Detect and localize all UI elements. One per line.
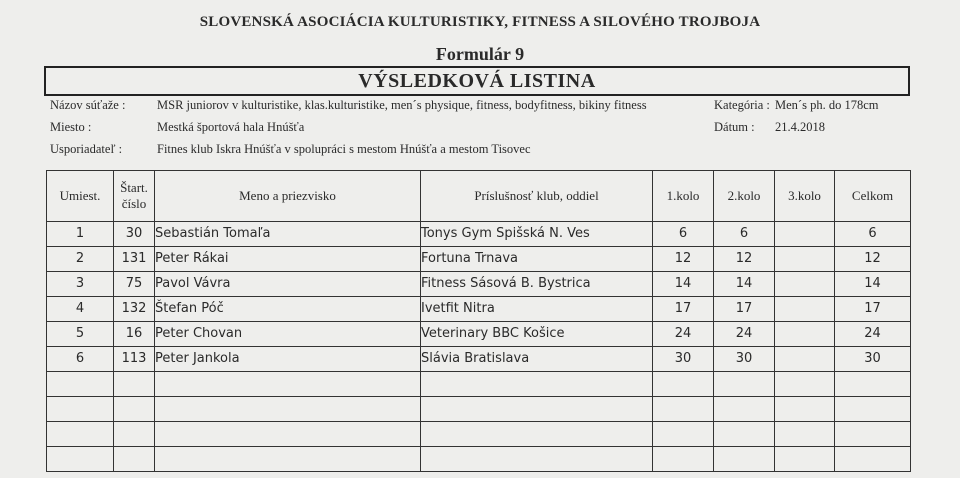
cell-round-1: 6 [653,222,714,247]
cell-round-3 [775,297,835,322]
document-title: VÝSLEDKOVÁ LISTINA [44,66,910,96]
cell-rank: 2 [47,247,114,272]
cell-round-1: 24 [653,322,714,347]
cell-round-3 [775,347,835,372]
cell-round-2: 14 [714,272,775,297]
cell-rank: 6 [47,347,114,372]
table-row [47,322,911,347]
cell-round-2: 24 [714,322,775,347]
table-row [47,247,911,272]
cell-rank: 1 [47,222,114,247]
header-club: Príslušnosť klub, oddiel [421,171,653,222]
cell-round-1: 12 [653,247,714,272]
cell-round-3 [775,247,835,272]
cell-start: 75 [114,272,155,297]
empty-row [47,422,911,447]
cell-total: 14 [835,272,911,297]
cell-total: 30 [835,347,911,372]
table-row [47,222,911,247]
header-start-line1: Štart. [120,180,148,195]
cell-round-3 [775,222,835,247]
table-row [47,347,911,372]
cell-rank: 5 [47,322,114,347]
place-value: Mestká športová hala Hnúšťa [157,120,305,134]
cell-round-2: 17 [714,297,775,322]
header-rank: Umiest. [47,171,114,222]
cell-round-1: 17 [653,297,714,322]
header-name: Meno a priezvisko [155,171,421,222]
organizer-value: Fitnes klub Iskra Hnúšťa v spolupráci s mestom Hnúšťa a mestom Tisovec [157,142,531,156]
cell-name: Sebastián Tomaľa [155,222,421,247]
cell-round-2: 12 [714,247,775,272]
cell-club: Fitness Sásová B. Bystrica [421,272,653,297]
cell-total: 24 [835,322,911,347]
header-total: Celkom [835,171,911,222]
empty-row [47,447,911,472]
cell-start: 30 [114,222,155,247]
cell-rank: 4 [47,297,114,322]
cell-name: Peter Rákai [155,247,421,272]
cell-name: Štefan Póč [155,297,421,322]
header-start-line2: číslo [121,196,147,211]
header-round-1: 1.kolo [653,171,714,222]
cell-club: Fortuna Trnava [421,247,653,272]
cell-club: Slávia Bratislava [421,347,653,372]
competition-label: Názov súťaže : [50,98,126,112]
organizer-label: Usporiadateľ : [50,142,123,156]
cell-round-2: 30 [714,347,775,372]
place-label: Miesto : [50,120,92,134]
cell-rank: 3 [47,272,114,297]
date-value: 21.4.2018 [775,120,825,134]
header-round-2: 2.kolo [714,171,775,222]
organization-header: SLOVENSKÁ ASOCIÁCIA KULTURISTIKY, FITNESS A SILOVÉHO TROJBOJA [199,14,761,30]
header-round-3: 3.kolo [775,171,835,222]
cell-total: 6 [835,222,911,247]
cell-club: Tonys Gym Spišská N. Ves [421,222,653,247]
cell-total: 12 [835,247,911,272]
cell-round-3 [775,322,835,347]
cell-start: 16 [114,322,155,347]
cell-name: Peter Chovan [155,322,421,347]
cell-round-1: 14 [653,272,714,297]
cell-start: 113 [114,347,155,372]
empty-row [47,372,911,397]
header-row [47,171,911,222]
form-number: Formulár 9 [435,44,525,64]
cell-name: Pavol Vávra [155,272,421,297]
cell-club: Ivetfit Nitra [421,297,653,322]
cell-total: 17 [835,297,911,322]
cell-round-2: 6 [714,222,775,247]
cell-club: Veterinary BBC Košice [421,322,653,347]
empty-row [47,397,911,422]
date-label: Dátum : [714,120,755,134]
cell-start: 132 [114,297,155,322]
category-label: Kategória : [714,98,770,112]
category-value: Men´s ph. do 178cm [775,98,879,112]
cell-name: Peter Jankola [155,347,421,372]
cell-round-3 [775,272,835,297]
table-row [47,297,911,322]
header-start-number [114,171,155,222]
cell-round-1: 30 [653,347,714,372]
table-row [47,272,911,297]
competition-value: MSR juniorov v kulturistike, klas.kulturistike, men´s physique, fitness, bodyfitness, bikiny fitness [157,98,647,112]
results-table [46,170,911,472]
cell-start: 131 [114,247,155,272]
